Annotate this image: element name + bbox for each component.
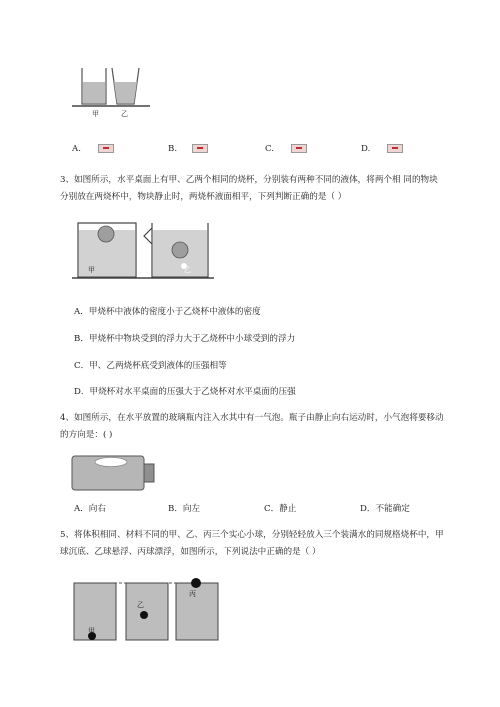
q4-stem-line1: 4、如图所示，在水平放置的玻璃瓶内注入水其中有一气泡。瓶子由静止向右运动时，小气泡将要移动	[60, 413, 444, 423]
q2-option-d-label: D.	[361, 144, 371, 154]
q2-option-a-label: A.	[72, 144, 81, 154]
q3-fig-label-yi: 乙	[184, 266, 191, 274]
q3-option-c[interactable]: C．甲、乙两烧杯底受到液体的压强相等	[74, 361, 227, 371]
q2-option-c[interactable]	[265, 143, 307, 156]
q2-option-b[interactable]	[168, 143, 208, 156]
q4-option-c[interactable]: C．静止	[264, 504, 297, 514]
q3-fig-label-jia: 甲	[88, 266, 95, 274]
q3-stem-line2: 分别放在两烧杯中，物块静止时，两烧杯液面相平，下列判断正确的是（ ）	[60, 192, 347, 202]
q2-beakers-figure	[72, 60, 162, 110]
q2-label-jia: 甲	[92, 110, 99, 118]
q4-option-a[interactable]: A．向右	[74, 504, 106, 514]
q3-option-d[interactable]: D．甲烧杯对水平桌面的压强大于乙烧杯对水平桌面的压强	[74, 387, 296, 397]
q4-option-d[interactable]: D．不能确定	[360, 504, 410, 514]
q4-option-b[interactable]: B．向左	[168, 504, 201, 514]
q4-bottle-figure	[71, 454, 161, 494]
q2-option-d[interactable]	[361, 143, 403, 156]
q5-stem-line2: 球沉底、乙球悬浮、丙球漂浮，如图所示，下列说法中正确的是（ ）	[60, 547, 321, 557]
q2-option-b-label: B.	[168, 144, 178, 154]
broken-image-icon	[98, 144, 114, 153]
q4-stem-line2: 的方向是：( )	[60, 430, 113, 440]
q5-ball-jia-label: 甲	[88, 627, 95, 635]
q2-option-c-label: C.	[265, 144, 275, 154]
q2-option-a[interactable]	[72, 143, 114, 156]
q3-stem-line1: 3、如图所示，水平桌面上有甲、乙两个相同的烧杯，分别装有两种不同的液体，将两个相 同的物块	[60, 175, 438, 185]
q3-option-a[interactable]: A．甲烧杯中液体的密度小于乙烧杯中液体的密度	[74, 307, 261, 317]
q5-ball-bing-label: 丙	[189, 590, 196, 598]
broken-image-icon	[291, 144, 307, 153]
q3-option-b[interactable]: B．甲烧杯中物块受到的浮力大于乙烧杯中小球受到的浮力	[74, 334, 296, 344]
broken-image-icon	[387, 144, 403, 153]
q5-ball-yi-label: 乙	[137, 601, 144, 609]
broken-image-icon	[192, 144, 208, 153]
q2-label-yi: 乙	[121, 110, 128, 118]
q5-stem-line1: 5、将体积相同、材料不同的甲、乙、丙三个实心小球，分别轻轻放入三个装满水的同规格烧杯中，甲	[60, 530, 444, 540]
